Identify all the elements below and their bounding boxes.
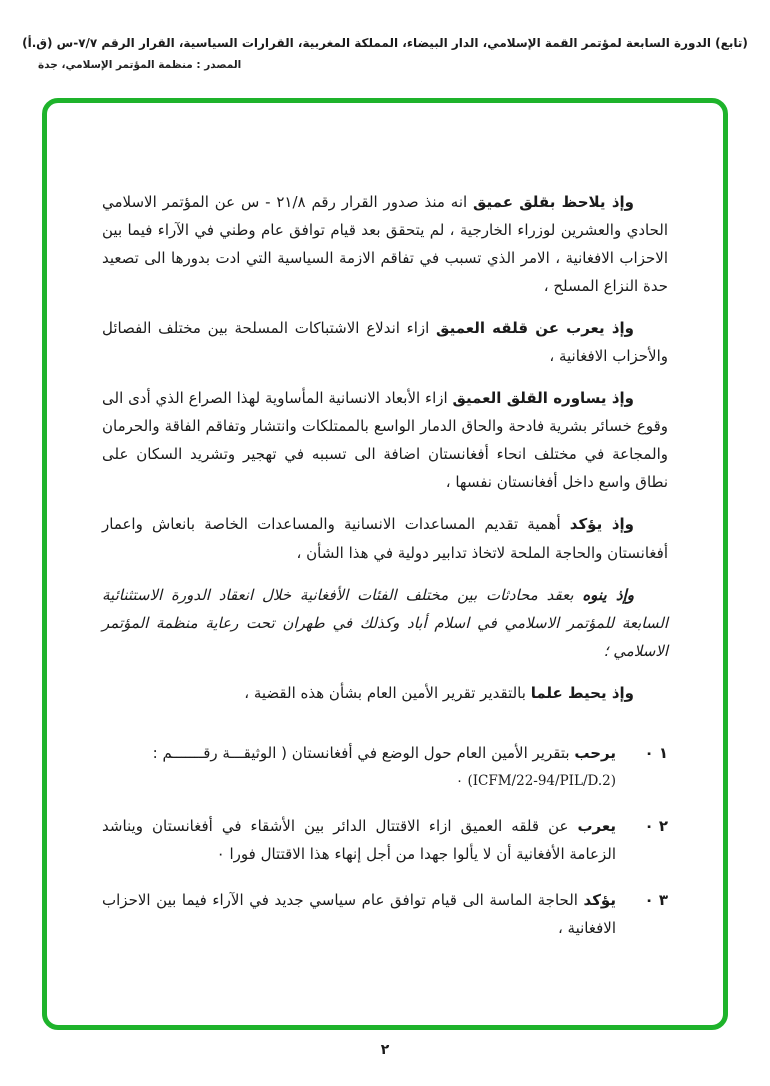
paragraph-lead: وإذ يلاحظ بقلق عميق (473, 193, 634, 211)
list-item-marker (644, 886, 668, 914)
reference-code: (ICFM/22-94/PIL/D.2) (467, 772, 616, 789)
item-text: الحاجة الماسة الى قيام توافق عام سياسي جديد في الآراء فيما بين الاحزاب الافغانية ، (102, 891, 616, 938)
paragraph-lead: وإذ يساوره القلق العميق (452, 389, 634, 408)
paragraph-text: ازاء الأبعاد الانسانية المأساوية لهذا الصراع الذي أدى الى وقوع خسائر بشرية فادحة والحاق الدمار الواسع بالممتلكات وانتشار وتفاقم الفاقة والحرمان والمجاعة في مختلف انحاء أفغانستان اضافة الى تسببه في تهجير وتشريد السكان على نطاق واسع داخل أفغانستان نفسها ، (102, 389, 668, 492)
paragraph-text: بالتقدير تقرير الأمين العام بشأن هذه القضية ، (244, 683, 526, 702)
list-item-marker (644, 812, 668, 840)
document-body (102, 188, 668, 960)
item-lead: يرحب (574, 743, 616, 762)
paragraph-lead: وإذ ينوه (582, 585, 634, 604)
resolution-list (102, 739, 668, 942)
reference-punct: ٠ (455, 772, 464, 789)
item-text: بتقرير الأمين العام حول الوضع في أفغانستان ( الوثيقـــة رقـــــــم : (152, 743, 570, 762)
list-item-text (102, 812, 616, 868)
list-item-text (102, 886, 616, 942)
document-reference (102, 769, 616, 794)
item-text: عن قلقه العميق ازاء الاقتتال الدائر بين الأشقاء في أفغانستان ويناشد الزعامة الأفغانية أن لا يألوا جهدا من أجل إنهاء هذا الاقتتال فورا ٠ (102, 817, 616, 864)
paragraph-lead: وإذ يعرب عن قلقه العميق (436, 319, 634, 338)
item-number-punct: ٠ (644, 817, 654, 836)
list-item-3 (102, 886, 668, 942)
list-item-1 (102, 739, 668, 794)
item-number-punct: ٠ (644, 891, 654, 910)
paragraph-lead: وإذ يحيط علما (530, 683, 634, 702)
preamble-paragraph-1 (102, 188, 668, 300)
source-line (0, 59, 770, 71)
list-item-marker (644, 739, 668, 767)
list-item-text (102, 739, 616, 767)
preamble-paragraph-5 (102, 581, 668, 665)
item-number-punct: ٠ (644, 743, 654, 762)
preamble-paragraph-2 (102, 314, 668, 370)
item-number: ٣ (658, 891, 668, 910)
paragraph-text: أهمية تقديم المساعدات الانسانية والمساعدات الخاصة بانعاش واعمار أفغانستان والحاجة الملحة لاتخاذ تدابير دولية في هذا الشأن ، (102, 515, 668, 562)
preamble-paragraph-4 (102, 510, 668, 566)
source-value: منظمة المؤتمر الإسلامي، جدة (38, 59, 193, 71)
document-header (0, 36, 770, 71)
source-label: المصدر : (196, 59, 242, 71)
item-number: ٢ (658, 817, 668, 836)
header-title: (تابع) الدورة السابعة لمؤتمر القمة الإسلامي، الدار البيضاء، المملكة المغربية، القرارات السياسية، القرار الرقم ٧/٧-س (ق.أ) (22, 36, 748, 50)
item-lead: يؤكد (583, 891, 616, 910)
preamble-paragraph-3 (102, 384, 668, 496)
item-number: ١ (658, 743, 668, 762)
list-item-2 (102, 812, 668, 868)
preamble-paragraph-6 (102, 679, 668, 707)
item-lead: يعرب (577, 817, 616, 836)
paragraph-lead: وإذ يؤكد (569, 515, 634, 534)
page-number: ٢ (380, 1042, 390, 1058)
paragraph-text: انه منذ صدور القرار رقم ٢١/٨ - س عن المؤتمر الاسلامي الحادي والعشرين لوزراء الخارجية ، لم يتحقق بعد قيام توافق عام وطني في الآراء فيما بين الاحزاب الافغانية ، الامر الذي تسبب في تفاقم الازمة السياسية التي ادت بدورها الى تصعيد حدة النزاع المسلح ، (102, 193, 668, 296)
paragraph-text: ازاء اندلاع الاشتباكات المسلحة بين مختلف الفصائل والأحزاب الافغانية ، (102, 319, 668, 366)
paragraph-text: بعقد محادثات بين مختلف الفئات الأفغانية خلال انعقاد الدورة الاستثنائية السابعة للمؤتمر الاسلامي في اسلام أباد وكذلك في طهران تحت رعاية منظمة المؤتمر الاسلامي ؛ (102, 585, 668, 660)
